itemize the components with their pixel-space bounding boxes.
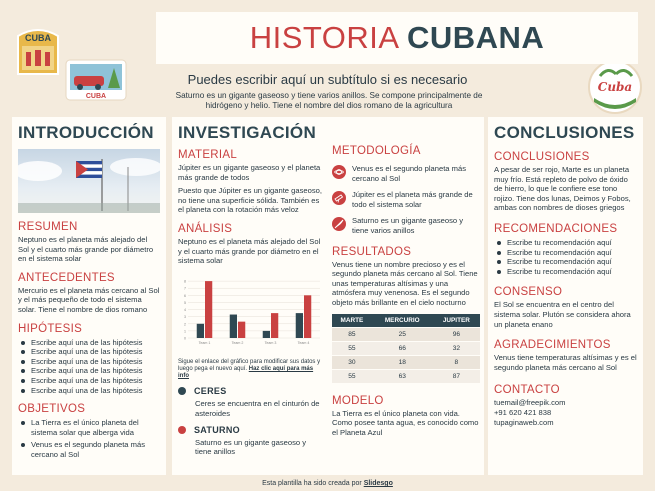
chart-x-tick-label: Team 2 [231, 340, 244, 345]
investigacion-right-sub [332, 145, 480, 437]
table-cell: 30 [332, 355, 372, 369]
hipotesis-list [18, 338, 160, 396]
conclusiones-text: A pesar de ser rojo, Marte es un planeta muy frío. Está repleto de polvo de óxido de hierro, lo que le confiere ese tono rojizo. Tiene dos lunas, Deimos y Fobos, ambas con nombres de dioses griegos [494, 165, 631, 213]
metodologia-item [332, 190, 480, 209]
sticker-label-right: Cuba [597, 80, 633, 94]
metodologia-item [332, 164, 480, 183]
footer-brand-link[interactable]: Slidesgo [363, 480, 393, 487]
table-row [332, 341, 480, 355]
table-cell: 55 [332, 341, 372, 355]
material-title: MATERIAL [178, 149, 238, 161]
metodologia-title: METODOLOGÍA [332, 145, 421, 157]
resumen-title: RESUMEN [18, 221, 78, 233]
title-part-2: CUBANA [406, 20, 545, 55]
title-bar [156, 12, 638, 64]
objetivos-title: OBJETIVOS [18, 403, 86, 416]
agradecimientos-title: AGRADECIMIENTOS [494, 339, 611, 352]
metodologia-text: Júpiter es el planeta más grande de todo el sistema solar [352, 190, 473, 209]
table-header-cell: JUPITER [433, 314, 480, 328]
chart-bar [230, 314, 237, 337]
material-text-1: Júpiter es un gigante gaseoso y el planeta más grande de todos [178, 163, 321, 182]
column-heading-investigacion: INVESTIGACIÓN [178, 123, 317, 142]
chart-y-tick-label: 3 [184, 314, 186, 319]
table-cell: 8 [433, 355, 480, 369]
list-item: Venus es el segundo planeta más cercano al Sol [18, 440, 160, 459]
resultados-text: Venus tiene un nombre precioso y es el segundo planeta más cercano al Sol. Tiene unas temperaturas altísimas y una atmósfera muy venenosa. Es el segundo objeto más brillante en el cielo nocturno [332, 259, 478, 307]
chart-x-tick-label: Team 1 [198, 340, 211, 345]
antecedentes-text: Mercurio es el planeta más cercano al Sol y el más pequeño de todo el sistema solar. Tiene el nombre de dios romano [18, 285, 160, 314]
rocket-icon [332, 217, 346, 231]
resultados-title: RESULTADOS [332, 245, 412, 258]
investigacion-left-sub [178, 149, 324, 457]
description: Saturno es un gigante gaseoso y tiene varios anillos. Se compone principalmente de hidrógeno y helio. Tiene el nombre del dios romano de la agricultura [175, 91, 483, 111]
cuban-flag-illustration [18, 149, 160, 213]
list-item: Escribe tu recomendación aquí [494, 257, 637, 267]
chart-y-tick-label: 6 [184, 293, 186, 298]
list-item: Escribe aquí una de las hipótesis [18, 338, 160, 348]
hipotesis-title: HIPÓTESIS [18, 322, 83, 335]
metodologia-item [332, 216, 480, 235]
list-item: Escribe aquí una de las hipótesis [18, 357, 160, 367]
analisis-text: Neptuno es el planeta más alejado del Sol y el cuarto más grande por diámetro en el sistema solar [178, 236, 321, 266]
chart-x-tick-label: Team 3 [264, 340, 277, 345]
table-cell: 87 [433, 369, 480, 383]
saturno-text: Saturno es un gigante gaseoso y tiene anillos [195, 437, 307, 457]
list-item: Escribe aquí una de las hipótesis [18, 376, 160, 386]
column-conclusiones [488, 117, 643, 475]
agradecimientos-text: Venus tiene temperaturas altísimas y es el segundo planeta más cercano al Sol [494, 353, 637, 372]
column-introduccion [12, 117, 166, 475]
table-header-row [332, 314, 480, 328]
recomendaciones-list [494, 238, 637, 276]
antecedentes-title: ANTECEDENTES [18, 271, 115, 284]
table-cell: 66 [372, 341, 433, 355]
chart-note-text: Sigue el enlace del gráfico para modificar sus datos y luego pega el nuevo aquí. [178, 358, 321, 372]
table-cell: 55 [332, 369, 372, 383]
cuba-badge-sticker [586, 58, 644, 116]
consenso-text: El Sol se encuentra en el centro del sistema solar. Plutón se considera ahora un planeta enano [494, 300, 631, 329]
contact-email[interactable]: tuemail@freepik.com [494, 398, 566, 408]
column-heading-intro: INTRODUCCIÓN [18, 123, 154, 142]
ceres-dot-icon [178, 387, 186, 395]
chart-bar [197, 324, 204, 338]
material-text-2: Puesto que Júpiter es un gigante gaseoso, no tiene una superficie sólida. También es el planeta con la rotación más veloz [178, 186, 322, 215]
table-row [332, 369, 480, 383]
chart-y-tick-label: 0 [184, 336, 186, 341]
column-heading-conclusiones: CONCLUSIONES [494, 123, 635, 142]
footer-text: Esta plantilla ha sido creada por [262, 480, 362, 487]
contact-phone: +91 620 421 838 [494, 407, 552, 417]
table-cell: 63 [372, 369, 433, 383]
analisis-bar-chart [178, 270, 324, 350]
analisis-title: ANÁLISIS [178, 222, 233, 235]
results-table [332, 314, 480, 383]
chart-y-tick-label: 4 [184, 307, 186, 312]
list-item: Escribe aquí una de las hipótesis [18, 366, 160, 376]
table-cell: 32 [433, 341, 480, 355]
chart-y-tick-label: 5 [184, 300, 186, 305]
chart-y-tick-label: 8 [184, 279, 186, 284]
ceres-title: CERES [194, 386, 227, 397]
table-cell: 96 [433, 327, 480, 341]
chart-bar [304, 295, 311, 338]
list-item: Escribe tu recomendación aquí [494, 248, 637, 258]
chart-bar [296, 313, 303, 338]
contact-web[interactable]: tupaginaweb.com [494, 417, 554, 427]
resumen-text: Neptuno es el planeta más alejado del Sol y el cuarto más grande por diámetro en el sistema solar [18, 235, 154, 264]
planet-icon [332, 165, 346, 179]
list-item: Escribe aquí una de las hipótesis [18, 347, 160, 357]
modelo-text: La Tierra es el único planeta con vida. Como posee tanta agua, es conocido como el Planeta Azul [332, 408, 479, 437]
list-item: Escribe tu recomendación aquí [494, 238, 637, 248]
saturno-dot-icon [178, 426, 186, 434]
table-cell: 85 [332, 327, 372, 341]
chart-bar [263, 331, 270, 338]
saturno-title: SATURNO [194, 424, 240, 435]
subtitle: Puedes escribir aquí un subtítulo si es necesario [187, 72, 468, 87]
consenso-title: CONSENSO [494, 286, 563, 299]
chart-y-tick-label: 1 [184, 329, 186, 334]
chart-bar [238, 321, 245, 337]
table-row [332, 327, 480, 341]
telescope-icon [332, 191, 346, 205]
list-item: La Tierra es el único planeta del sistema solar que alberga vida [18, 418, 160, 437]
table-header-cell: MARTE [332, 314, 372, 328]
chart-bar [205, 281, 212, 338]
footer [0, 480, 655, 487]
table-cell: 25 [372, 327, 433, 341]
chart-y-tick-label: 2 [184, 322, 186, 327]
page-title [250, 20, 545, 56]
chart-x-tick-label: Team 4 [297, 340, 310, 345]
chart-bar [271, 313, 278, 338]
metodologia-text: Venus es el segundo planeta más cercano al Sol [352, 164, 466, 183]
conclusiones-title: CONCLUSIONES [494, 151, 590, 163]
column-investigacion [172, 117, 484, 475]
table-header-cell: MERCURIO [372, 314, 433, 328]
table-row [332, 355, 480, 369]
sticker-label-bottom: CUBA [85, 93, 107, 100]
chart-y-tick-label: 7 [184, 286, 186, 291]
metodologia-text: Saturno es un gigante gaseoso y tiene varios anillos [352, 216, 464, 235]
chart-info-link[interactable]: Haz clic aquí para más info [178, 365, 314, 380]
list-item: Escribe aquí una de las hipótesis [18, 386, 160, 396]
modelo-title: MODELO [332, 394, 384, 407]
objetivos-list [18, 418, 160, 459]
contacto-title: CONTACTO [494, 384, 560, 397]
ceres-text: Ceres se encuentra en el cinturón de asteroides [195, 399, 320, 418]
flag-photo [18, 149, 160, 213]
chart-note [178, 359, 324, 381]
cuba-sticker-left [14, 24, 62, 78]
ceres-label [178, 386, 324, 396]
sticker-label-top: CUBA [25, 33, 51, 43]
table-cell: 18 [372, 355, 433, 369]
saturno-label [178, 425, 324, 435]
list-item: Escribe tu recomendación aquí [494, 267, 637, 277]
title-part-1: HISTORIA [249, 20, 398, 55]
recomendaciones-title: RECOMENDACIONES [494, 222, 618, 235]
